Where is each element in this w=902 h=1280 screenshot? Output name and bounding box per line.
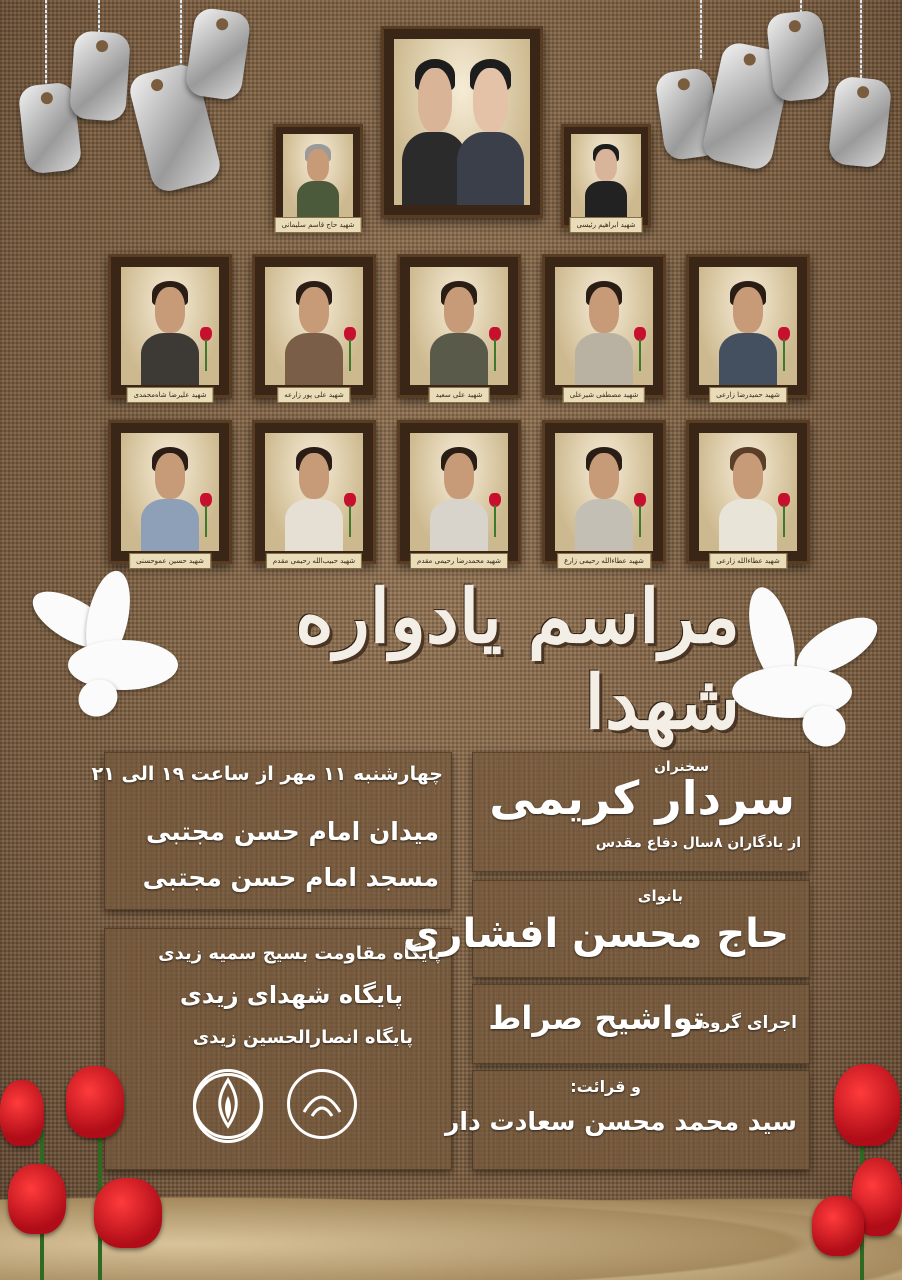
dove-icon-left xyxy=(28,570,178,720)
martyr-portrait-frame xyxy=(542,420,666,564)
dog-tag-chain xyxy=(860,0,862,80)
martyr-caption: شهید عطاءالله زارعی xyxy=(709,553,787,569)
speaker-panel xyxy=(472,752,810,872)
martyr-portrait-frame xyxy=(397,254,521,398)
organizer-line: پایگاه مقاومت بسیج سمیه زیدی xyxy=(158,943,441,964)
tulip-icon xyxy=(343,493,357,537)
martyr-portrait-frame xyxy=(252,420,376,564)
group-label: اجرای گروه: xyxy=(693,1013,797,1033)
martyr-caption: شهید حسین عموحسنی xyxy=(129,553,211,569)
red-tulip-icon xyxy=(834,1064,900,1146)
tulip-icon xyxy=(199,327,213,371)
red-tulip-icon xyxy=(66,1066,124,1138)
portrait-figure xyxy=(454,59,527,205)
organizers-panel xyxy=(104,928,452,1170)
eulogist-name: حاج محسن افشاری xyxy=(402,911,789,957)
leaders-portrait-frame xyxy=(381,26,543,218)
event-venue-mosque: مسجد امام حسن مجتبی xyxy=(142,863,439,892)
red-tulip-icon xyxy=(94,1178,162,1248)
martyr-caption: شهید حبیب‌الله رحیمی مقدم xyxy=(266,553,362,569)
event-datetime: چهارشنبه ۱۱ مهر از ساعت ۱۹ الی ۲۱ xyxy=(91,763,443,785)
martyr-portrait-frame xyxy=(397,420,521,564)
martyr-caption: شهید حمیدرضا زارعی xyxy=(709,387,787,403)
martyr-portrait-frame xyxy=(542,254,666,398)
martyr-portrait-frame xyxy=(686,254,810,398)
red-tulip-icon xyxy=(812,1196,864,1256)
martyr-portrait-frame xyxy=(108,420,232,564)
tulip-icon xyxy=(199,493,213,537)
tulip-icon xyxy=(488,327,502,371)
martyr-portrait-frame xyxy=(252,254,376,398)
tulip-icon xyxy=(633,327,647,371)
portrait-frame-soleimani xyxy=(273,124,363,228)
dog-tag xyxy=(69,30,131,122)
speaker-label: سخنران xyxy=(653,759,709,775)
tulip-icon xyxy=(488,493,502,537)
martyr-caption: شهید علی سعید xyxy=(429,387,490,403)
martyr-caption: شهید محمدرضا رحیمی مقدم xyxy=(410,553,508,569)
group-panel xyxy=(472,984,810,1064)
recitation-label: و قرائت: xyxy=(570,1077,641,1096)
martyr-caption: شهید مصطفی شیرعلی xyxy=(563,387,645,403)
dog-tag-chain xyxy=(180,0,182,70)
organizer-line: پایگاه شهدای زیدی xyxy=(179,981,403,1009)
martyr-portrait-frame xyxy=(108,254,232,398)
organizer-line: پایگاه انصارالحسین زیدی xyxy=(192,1027,413,1048)
logo-calligraphy xyxy=(287,1069,357,1139)
dog-tag-chain xyxy=(45,0,47,90)
portrait-caption: شهید ابراهیم رئیسی xyxy=(569,217,642,233)
red-tulip-icon xyxy=(0,1080,44,1146)
dog-tag xyxy=(828,75,893,168)
tulip-icon xyxy=(343,327,357,371)
speaker-description: از یادگاران ۸سال دفاع مقدس xyxy=(595,835,801,851)
eulogist-label: بانوای xyxy=(637,887,683,905)
red-tulip-icon xyxy=(8,1164,66,1234)
calligraphy-icon xyxy=(290,1072,354,1136)
tulip-icon xyxy=(777,327,791,371)
eulogist-panel xyxy=(402,880,810,978)
group-name: تواشیح صراط xyxy=(488,999,705,1037)
leaders-portrait xyxy=(394,39,530,205)
event-info-panel xyxy=(91,752,452,910)
recitation-name: سید محمد محسن سعادت دار xyxy=(444,1107,797,1136)
event-title: مراسم یادواره شهدا xyxy=(295,574,740,746)
dog-tag-chain xyxy=(700,0,702,60)
dog-tag xyxy=(184,7,252,102)
event-venue-square: میدان امام حسن مجتبی xyxy=(145,817,439,846)
dog-tag xyxy=(766,9,831,102)
dove-icon-right xyxy=(732,586,882,756)
portrait-caption: شهید حاج قاسم سلیمانی xyxy=(275,217,362,233)
martyr-caption: شهید علیرضا شاه‌محمدی xyxy=(126,387,213,403)
logo-emblem-ring xyxy=(193,1073,263,1143)
martyr-caption: شهید عطاءالله رحیمی زارع xyxy=(557,553,651,569)
tulip-icon xyxy=(777,493,791,537)
recitation-panel xyxy=(444,1070,810,1170)
portrait-frame-raisi xyxy=(561,124,651,228)
martyr-portrait-frame xyxy=(686,420,810,564)
speaker-name: سردار کریمی xyxy=(489,771,795,825)
martyr-caption: شهید علی پور زارعه xyxy=(277,387,350,403)
tulip-icon xyxy=(633,493,647,537)
